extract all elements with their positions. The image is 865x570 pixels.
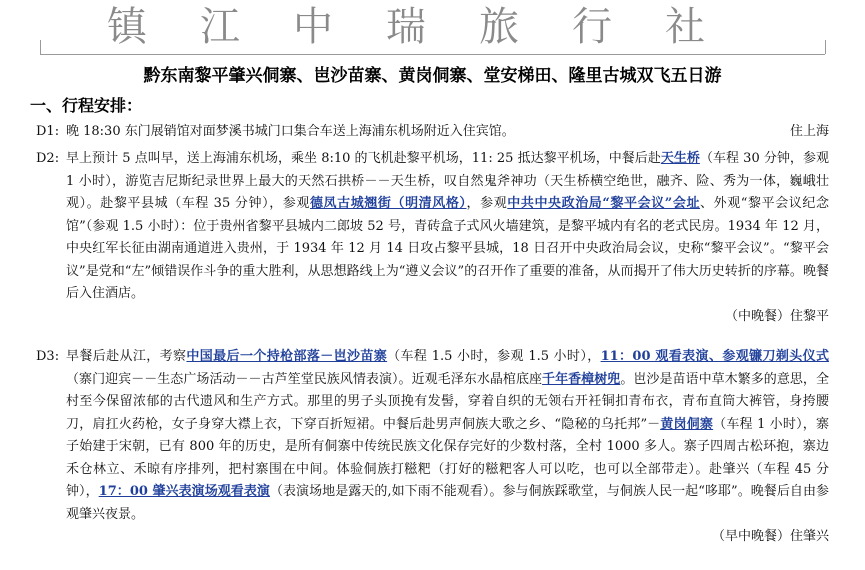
attraction-link[interactable]: 德凤古城翘街（明清风格） (309, 196, 467, 211)
day-stay: （中晚餐）住黎平 (724, 308, 829, 324)
day-text: 早餐后赴从江，考察 (66, 349, 187, 364)
header-rule (40, 54, 825, 55)
day-text: （车程 30 分钟，参观 1 小时），游览吉尼斯纪录世界上最大的天然石拱桥－－天生桥，叹自然鬼斧神功（天生桥横空绝世，融齐、险、秀为一体，巍峨壮观）。赴黎平县城（车程 35 分钟），参观 (66, 151, 829, 211)
day-text: 、外观“黎平会议纪念馆”（参观 1.5 小时）：位于贵州省黎平县城内二郎坡 52 号，青砖盒子式风火墙建筑，是黎平城内有名的老式民房。1934 年 12 月，中央红军长征由湖南通道进入贵州，于 1934 年 12 月 14 日攻占黎平县城，18 日召开中央政治局会议，史称“黎平会议”。“黎平会议”是党和“左”倾错误作斗争的重大胜利，从思想路线上为“遵义会议”的召开作了重要的准备，从而揭开了伟大历史转折的序幕。晚餐后入住酒店。 (66, 196, 829, 301)
day-text: ，参观 (466, 196, 508, 211)
day-text: （车程 1 小时），寨子始建于宋朝，已有 800 年的历史，是所有侗寨中传统民族文化保存完好的少数村落，全村 1000 多人。寨子四周古松环抱，寨边禾仓林立、禾晾有序排列，把村寨围在中间。体验侗族打糍粑（打好的糍粑客人可以吃，也可以全部带走）。赴肇兴（车程 45 分钟）， (66, 416, 829, 499)
day-body (66, 148, 829, 328)
day-text: 早上预计 5 点叫早，送上海浦东机场，乘坐 8:10 的飞机赴黎平机场，11: 25 抵达黎平机场，中餐后赴 (66, 151, 661, 166)
attraction-link[interactable]: 中共中央政治局“黎平会议”会址 (507, 196, 701, 211)
day-2 (36, 148, 829, 328)
day-text: 晚 18:30 东门展销馆对面梦溪书城门口集合车送上海浦东机场附近入住宾馆。 (66, 124, 515, 139)
day-text: （表演场地是露天的,如下雨不能观看）。参与侗族踩歌堂，与侗族人民一起“哆耶”。晚餐后自由参观肇兴夜景。 (66, 484, 829, 522)
attraction-link[interactable]: 天生桥 (660, 151, 700, 166)
tour-title: 黔东南黎平肇兴侗寨、岜沙苗寨、黄岗侗寨、堂安梯田、隆里古城双飞五日游 (143, 66, 722, 86)
company-name-header: 镇江中瑞旅行社 (107, 4, 758, 50)
day-text: （寨门迎宾－－生态广场活动－－古芦笙堂民族风情表演）。近观毛泽东水晶棺底座 (66, 371, 543, 387)
day-text: 。岜沙是苗语中草木繁多的意思，全村至今保留浓郁的古代遗风和生产方式。那里的男子头顶挽有发髻，穿着自织的无领右开衽铜扣青布衣，青布直筒大裤管，身挎腰刀，肩扛火药枪，女子身穿大襟上衣，下穿百折短裙。中餐后赴男声侗族大歌之乡、“隐秘的乌托邦”－ (66, 371, 829, 432)
header-rule-right-tick (825, 40, 826, 54)
day-label: D3: (36, 349, 60, 364)
day-1 (36, 121, 829, 144)
attraction-link[interactable]: 中国最后一个持枪部落－岜沙苗寨 (186, 349, 388, 364)
day-text: （车程 1.5 小时，参观 1.5 小时）， (387, 349, 601, 364)
attraction-link[interactable]: 11：00 观看表演、参观镰刀剃头仪式 (600, 349, 829, 364)
attraction-link[interactable]: 黄岗侗寨 (660, 416, 714, 432)
section-heading: 一、行程安排： (30, 96, 143, 115)
attraction-link[interactable]: 17：00 肇兴表演场观看表演 (98, 484, 270, 499)
day-body (66, 346, 829, 549)
day-label: D2: (36, 151, 60, 166)
day-label: D1: (36, 124, 60, 139)
day-body (66, 121, 829, 144)
attraction-link[interactable]: 千年香樟树兜 (542, 371, 621, 387)
day-stay: （早中晚餐）住肇兴 (711, 529, 829, 544)
day-stay: 住上海 (789, 124, 829, 139)
day-3 (36, 346, 829, 549)
header-rule-left-tick (40, 40, 41, 54)
